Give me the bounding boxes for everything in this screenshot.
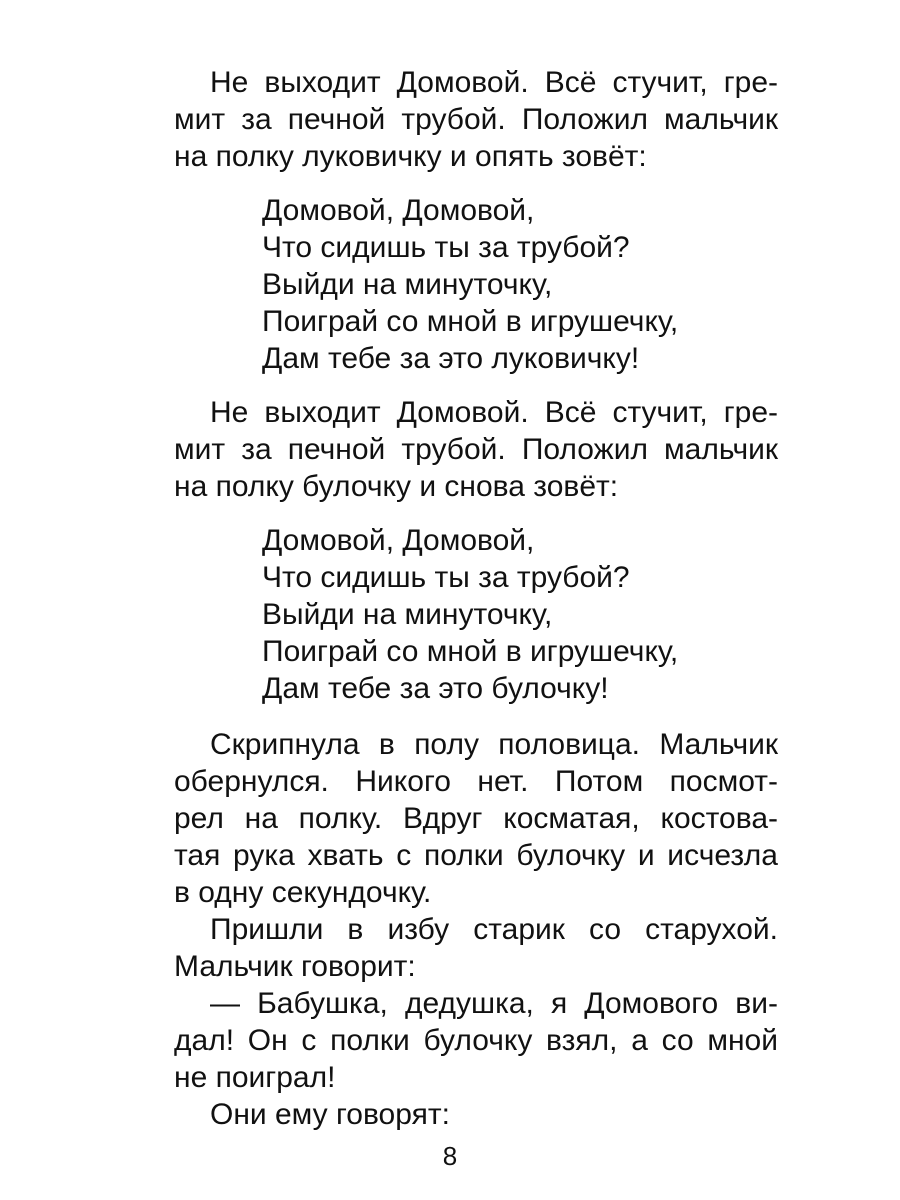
paragraph-3	[174, 726, 778, 911]
paragraph-line: Скрипнула в полу половица. Мальчик	[210, 728, 778, 761]
paragraph-4	[174, 911, 778, 985]
paragraph-line: Мальчик говорит:	[174, 950, 416, 983]
paragraph-line: в одну секундочку.	[174, 876, 432, 909]
verse-line: Дам тебе за это булочку!	[262, 672, 609, 705]
verse-line: Дам тебе за это луковичку!	[262, 342, 640, 375]
verse-2	[262, 522, 678, 707]
paragraph-5	[174, 985, 778, 1096]
paragraph-line: Пришли в избу старик со старухой.	[210, 913, 778, 946]
verse-line: Домовой, Домовой,	[262, 194, 535, 227]
paragraph-line: Не выходит Домовой. Всё стучит, гре-	[210, 66, 778, 99]
verse-line: Что сидишь ты за трубой?	[262, 561, 630, 594]
verse-1	[262, 192, 678, 377]
page-number: 8	[442, 1141, 458, 1171]
verse-line: Поиграй со мной в игрушечку,	[262, 305, 679, 338]
paragraph-line: рел на полку. Вдруг косматая, костова-	[174, 802, 778, 835]
paragraph-line: на полку булочку и снова зовёт:	[174, 470, 619, 503]
paragraph-line: Они ему говорят:	[210, 1098, 450, 1131]
paragraph-6	[174, 1096, 778, 1133]
paragraph-line: тая рука хвать с полки булочку и исчезла	[174, 839, 778, 872]
verse-line: Выйди на минуточку,	[262, 268, 553, 301]
paragraph-1	[174, 64, 778, 175]
verse-line: Домовой, Домовой,	[262, 524, 535, 557]
verse-line: Что сидишь ты за трубой?	[262, 231, 630, 264]
paragraph-2	[174, 394, 778, 505]
paragraph-line: на полку луковичку и опять зовёт:	[174, 140, 647, 173]
verse-line: Поиграй со мной в игрушечку,	[262, 635, 679, 668]
paragraph-line: мит за печной трубой. Положил мальчик	[174, 103, 778, 136]
paragraph-line: не поиграл!	[174, 1061, 336, 1094]
paragraph-line: мит за печной трубой. Положил мальчик	[174, 433, 778, 466]
paragraph-line: дал! Он с полки булочку взял, а со мной	[174, 1024, 778, 1057]
paragraph-line: — Бабушка, дедушка, я Домового ви-	[210, 987, 778, 1020]
paragraph-line: обернулся. Никого нет. Потом посмот-	[174, 765, 778, 798]
paragraph-line: Не выходит Домовой. Всё стучит, гре-	[210, 396, 778, 429]
verse-line: Выйди на минуточку,	[262, 598, 553, 631]
